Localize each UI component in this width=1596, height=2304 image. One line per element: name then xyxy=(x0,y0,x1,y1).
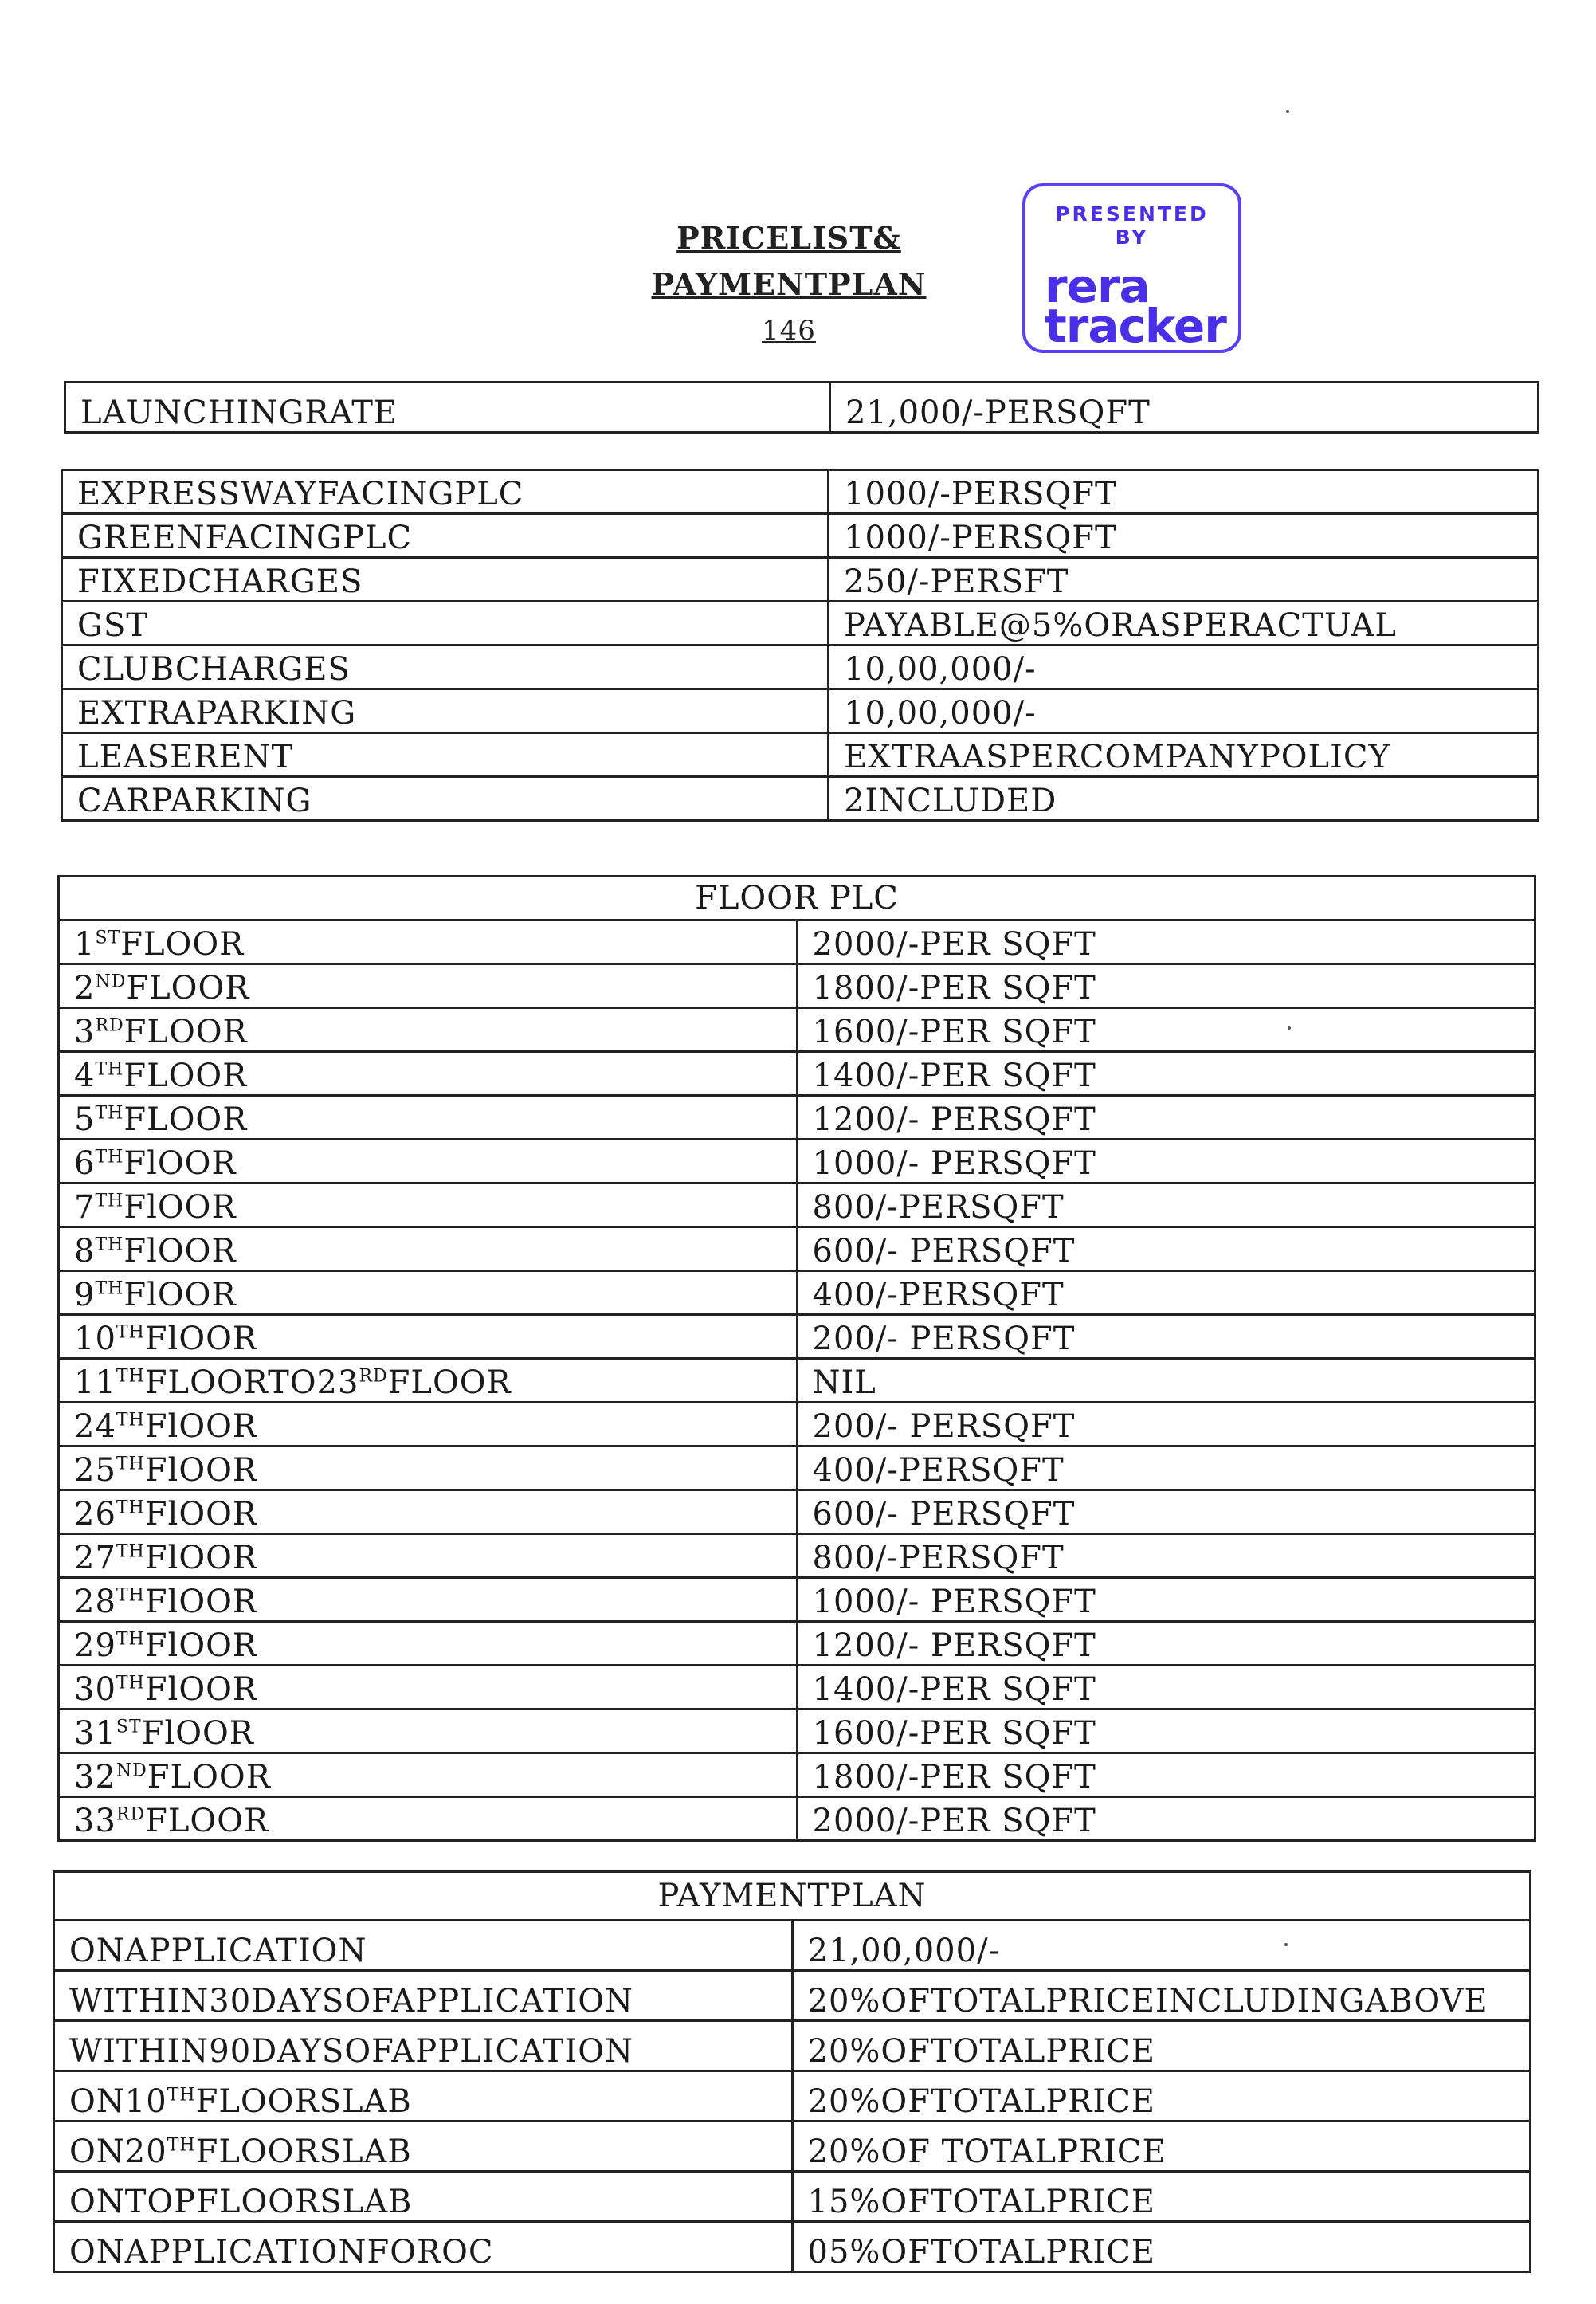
row-value: 800/-PERSQFT xyxy=(797,1534,1535,1578)
scan-speck xyxy=(1288,1026,1291,1030)
row-label xyxy=(59,1446,798,1490)
row-value: 05%OFTOTALPRICE xyxy=(792,2222,1531,2272)
label-part: FlOOR xyxy=(124,1233,237,1270)
ordinal-suffix: TH xyxy=(116,1410,145,1431)
table-row xyxy=(59,1271,1535,1315)
payment-plan-table xyxy=(53,1870,1531,2273)
table-row xyxy=(59,1709,1535,1753)
row-label: FIXEDCHARGES xyxy=(62,558,829,602)
label-part: 9 xyxy=(74,1277,96,1313)
label-part: 4 xyxy=(74,1058,96,1094)
row-value: 1200/- PERSQFT xyxy=(797,1622,1535,1666)
row-label xyxy=(59,1753,798,1797)
row-value: PAYABLE@5%ORASPERACTUAL xyxy=(829,602,1539,646)
table-row xyxy=(59,1622,1535,1666)
ordinal-suffix: ST xyxy=(95,928,121,948)
scan-speck xyxy=(1284,1943,1288,1946)
row-label: CARPARKING xyxy=(62,777,829,821)
launching-rate-table xyxy=(64,381,1539,434)
row-label: EXPRESSWAYFACINGPLC xyxy=(62,470,829,514)
table-row xyxy=(59,1753,1535,1797)
row-label: LEASERENT xyxy=(62,733,829,777)
label-part: FLOOR xyxy=(126,970,250,1007)
row-value: 10,00,000/- xyxy=(829,646,1539,689)
table-row xyxy=(62,514,1539,558)
label-part: 8 xyxy=(74,1233,96,1270)
table-row xyxy=(59,1315,1535,1359)
ordinal-suffix: TH xyxy=(95,1234,124,1255)
label-part: 10 xyxy=(74,1321,116,1357)
label-part: FlOOR xyxy=(144,1321,258,1357)
row-label xyxy=(59,1359,798,1403)
row-label: CLUBCHARGES xyxy=(62,646,829,689)
ordinal-suffix: TH xyxy=(116,1541,145,1562)
table-row xyxy=(62,733,1539,777)
label-part: 2 xyxy=(74,970,96,1007)
label-part: 3 xyxy=(74,1014,96,1050)
table-row xyxy=(62,646,1539,689)
rera-tracker-logo xyxy=(1022,183,1241,353)
label-part: FlOOR xyxy=(144,1627,258,1664)
row-value: 1600/-PER SQFT xyxy=(797,1709,1535,1753)
label-part: FlOOR xyxy=(144,1452,258,1489)
launching-rate-value: 21,000/-PERSQFT xyxy=(829,383,1538,433)
ordinal-suffix: TH xyxy=(116,1454,145,1474)
row-value: 600/- PERSQFT xyxy=(797,1490,1535,1534)
row-label xyxy=(59,1709,798,1753)
row-label xyxy=(59,1183,798,1227)
row-value: 20%OFTOTALPRICE xyxy=(792,2021,1531,2071)
row-label xyxy=(59,1227,798,1271)
table-row xyxy=(59,1534,1535,1578)
ordinal-suffix: TH xyxy=(95,1147,124,1168)
row-label xyxy=(54,2071,793,2121)
label-part: 31 xyxy=(74,1715,116,1752)
row-label xyxy=(54,1921,793,1971)
ordinal-suffix: TH xyxy=(95,1103,124,1124)
table-row xyxy=(59,1183,1535,1227)
table-row xyxy=(59,1490,1535,1534)
label-part: 33 xyxy=(74,1803,116,1839)
label-part: FlOOR xyxy=(124,1145,237,1182)
row-value: EXTRAASPERCOMPANYPOLICY xyxy=(829,733,1539,777)
label-part: FlOOR xyxy=(144,1408,258,1445)
label-part: 11 xyxy=(74,1364,116,1401)
ordinal-suffix: RD xyxy=(359,1366,388,1387)
ordinal-suffix: ND xyxy=(116,1760,147,1781)
row-label xyxy=(59,1622,798,1666)
row-label xyxy=(59,1096,798,1140)
row-value: 2INCLUDED xyxy=(829,777,1539,821)
row-label xyxy=(59,1534,798,1578)
row-value: 1800/-PER SQFT xyxy=(797,964,1535,1008)
title-line-1: PRICELIST& xyxy=(676,220,901,256)
floor-plc-heading-row xyxy=(59,877,1535,920)
row-label xyxy=(59,920,798,964)
table-row xyxy=(59,1359,1535,1403)
ordinal-suffix: TH xyxy=(116,1366,145,1387)
ordinal-suffix: TH xyxy=(116,1497,145,1518)
row-value: 600/- PERSQFT xyxy=(797,1227,1535,1271)
row-value: 1000/- PERSQFT xyxy=(797,1578,1535,1622)
ordinal-suffix: TH xyxy=(95,1191,124,1211)
table-row xyxy=(59,1008,1535,1052)
row-label xyxy=(54,2222,793,2272)
label-part: FLOOR xyxy=(145,1803,269,1839)
table-row xyxy=(59,1797,1535,1841)
table-row xyxy=(59,920,1535,964)
table-row xyxy=(54,2021,1531,2071)
label-part: FLOORSLAB xyxy=(195,2083,412,2120)
label-part: FLOORTO23 xyxy=(144,1364,359,1401)
label-part: FlOOR xyxy=(124,1189,237,1226)
row-value: 20%OF TOTALPRICE xyxy=(792,2121,1531,2172)
table-row xyxy=(59,1446,1535,1490)
row-value: 2000/-PER SQFT xyxy=(797,920,1535,964)
table-row xyxy=(59,1096,1535,1140)
label-part: ON20 xyxy=(69,2133,167,2170)
row-label xyxy=(59,1008,798,1052)
row-value: 1200/- PERSQFT xyxy=(797,1096,1535,1140)
label-part: ONTOPFLOORSLAB xyxy=(69,2184,413,2220)
table-row xyxy=(54,1921,1531,1971)
table-row xyxy=(54,1971,1531,2021)
ordinal-suffix: TH xyxy=(116,1673,145,1694)
row-label xyxy=(54,2121,793,2172)
table-row xyxy=(54,2071,1531,2121)
row-value: 1000/-PERSQFT xyxy=(829,514,1539,558)
row-value: 250/-PERSFT xyxy=(829,558,1539,602)
ordinal-suffix: TH xyxy=(95,1278,124,1299)
label-part: 29 xyxy=(74,1627,116,1664)
table-row xyxy=(54,2222,1531,2272)
label-part: ONAPPLICATIONFOROC xyxy=(69,2234,494,2271)
table-row xyxy=(62,558,1539,602)
floor-plc-table xyxy=(57,875,1536,1842)
row-value: 400/-PERSQFT xyxy=(797,1446,1535,1490)
row-value: 1400/-PER SQFT xyxy=(797,1666,1535,1709)
row-label xyxy=(59,1666,798,1709)
payment-plan-heading: PAYMENTPLAN xyxy=(54,1872,1531,1921)
ordinal-suffix: TH xyxy=(116,1585,145,1606)
table-row xyxy=(59,1140,1535,1183)
row-label xyxy=(59,1052,798,1096)
payment-plan-heading-row xyxy=(54,1872,1531,1921)
row-label xyxy=(59,1315,798,1359)
row-label xyxy=(59,1578,798,1622)
row-value: 1000/- PERSQFT xyxy=(797,1140,1535,1183)
row-value: 200/- PERSQFT xyxy=(797,1403,1535,1446)
label-part: 5 xyxy=(74,1101,96,1138)
row-value: 1800/-PER SQFT xyxy=(797,1753,1535,1797)
ordinal-suffix: TH xyxy=(116,1322,145,1343)
table-row xyxy=(59,964,1535,1008)
ordinal-suffix: TH xyxy=(167,2085,196,2106)
row-value: 1000/-PERSQFT xyxy=(829,470,1539,514)
row-label xyxy=(59,964,798,1008)
row-label xyxy=(54,1971,793,2021)
label-part: 25 xyxy=(74,1452,116,1489)
document-title xyxy=(637,215,940,354)
row-label xyxy=(59,1140,798,1183)
ordinal-suffix: RD xyxy=(95,1015,124,1036)
table-row xyxy=(62,470,1539,514)
row-label xyxy=(59,1271,798,1315)
label-part: FlOOR xyxy=(144,1671,258,1708)
row-label: GST xyxy=(62,602,829,646)
label-part: 30 xyxy=(74,1671,116,1708)
charges-table xyxy=(61,469,1539,822)
table-row xyxy=(59,1052,1535,1096)
row-value: 20%OFTOTALPRICEINCLUDINGABOVE xyxy=(792,1971,1531,2021)
label-part: FLOOR xyxy=(124,1058,248,1094)
label-part: 26 xyxy=(74,1496,116,1533)
label-part: 6 xyxy=(74,1145,96,1182)
table-row xyxy=(62,689,1539,733)
row-value: 800/-PERSQFT xyxy=(797,1183,1535,1227)
label-part: 27 xyxy=(74,1540,116,1576)
label-part: FLOOR xyxy=(124,1014,248,1050)
title-line-2: PAYMENTPLAN xyxy=(651,266,927,302)
ordinal-suffix: TH xyxy=(116,1629,145,1650)
label-part: WITHIN30DAYSOFAPPLICATION xyxy=(69,1983,634,2019)
row-value: 1600/-PER SQFT xyxy=(797,1008,1535,1052)
table-row xyxy=(62,777,1539,821)
label-part: 1 xyxy=(74,926,96,963)
label-part: 24 xyxy=(74,1408,116,1445)
ordinal-suffix: RD xyxy=(116,1804,146,1825)
table-row xyxy=(59,1403,1535,1446)
label-part: FLOOR xyxy=(387,1364,512,1401)
row-value: 10,00,000/- xyxy=(829,689,1539,733)
table-row xyxy=(65,383,1539,433)
row-label: EXTRAPARKING xyxy=(62,689,829,733)
floor-plc-heading: FLOOR PLC xyxy=(59,877,1535,920)
label-part: FlOOR xyxy=(144,1584,258,1620)
label-part: FlOOR xyxy=(124,1277,237,1313)
row-value: 400/-PERSQFT xyxy=(797,1271,1535,1315)
ordinal-suffix: ST xyxy=(116,1717,142,1737)
launching-rate-label: LAUNCHINGRATE xyxy=(65,383,830,433)
table-row xyxy=(59,1666,1535,1709)
table-row xyxy=(59,1227,1535,1271)
row-label xyxy=(54,2021,793,2071)
logo-wordmark: rera tracker xyxy=(1045,259,1226,353)
label-part: FlOOR xyxy=(141,1715,254,1752)
row-label xyxy=(59,1490,798,1534)
title-line-3: 146 xyxy=(762,315,816,347)
row-label xyxy=(59,1797,798,1841)
presented-by-label: PRESENTED BY xyxy=(1055,202,1209,249)
label-part: WITHIN90DAYSOFAPPLICATION xyxy=(69,2033,634,2070)
row-label xyxy=(59,1403,798,1446)
label-part: 28 xyxy=(74,1584,116,1620)
row-value: 1400/-PER SQFT xyxy=(797,1052,1535,1096)
label-part: FlOOR xyxy=(144,1540,258,1576)
label-part: 7 xyxy=(74,1189,96,1226)
label-part: FlOOR xyxy=(144,1496,258,1533)
ordinal-suffix: TH xyxy=(167,2135,196,2156)
row-value: 2000/-PER SQFT xyxy=(797,1797,1535,1841)
label-part: ONAPPLICATION xyxy=(69,1933,367,1969)
row-value: 21,00,000/- xyxy=(792,1921,1531,1971)
label-part: 32 xyxy=(74,1759,116,1796)
label-part: FLOOR xyxy=(120,926,245,963)
label-part: FLOOR xyxy=(147,1759,271,1796)
label-part: FLOOR xyxy=(124,1101,248,1138)
table-row xyxy=(59,1578,1535,1622)
table-row xyxy=(62,602,1539,646)
ordinal-suffix: ND xyxy=(95,971,127,992)
label-part: FLOORSLAB xyxy=(195,2133,412,2170)
ordinal-suffix: TH xyxy=(95,1059,124,1080)
scan-speck xyxy=(1286,110,1289,113)
row-value: 20%OFTOTALPRICE xyxy=(792,2071,1531,2121)
table-row xyxy=(54,2121,1531,2172)
row-value: NIL xyxy=(797,1359,1535,1403)
table-row xyxy=(54,2172,1531,2222)
row-label xyxy=(54,2172,793,2222)
row-label: GREENFACINGPLC xyxy=(62,514,829,558)
row-value: 200/- PERSQFT xyxy=(797,1315,1535,1359)
row-value: 15%OFTOTALPRICE xyxy=(792,2172,1531,2222)
label-part: ON10 xyxy=(69,2083,167,2120)
